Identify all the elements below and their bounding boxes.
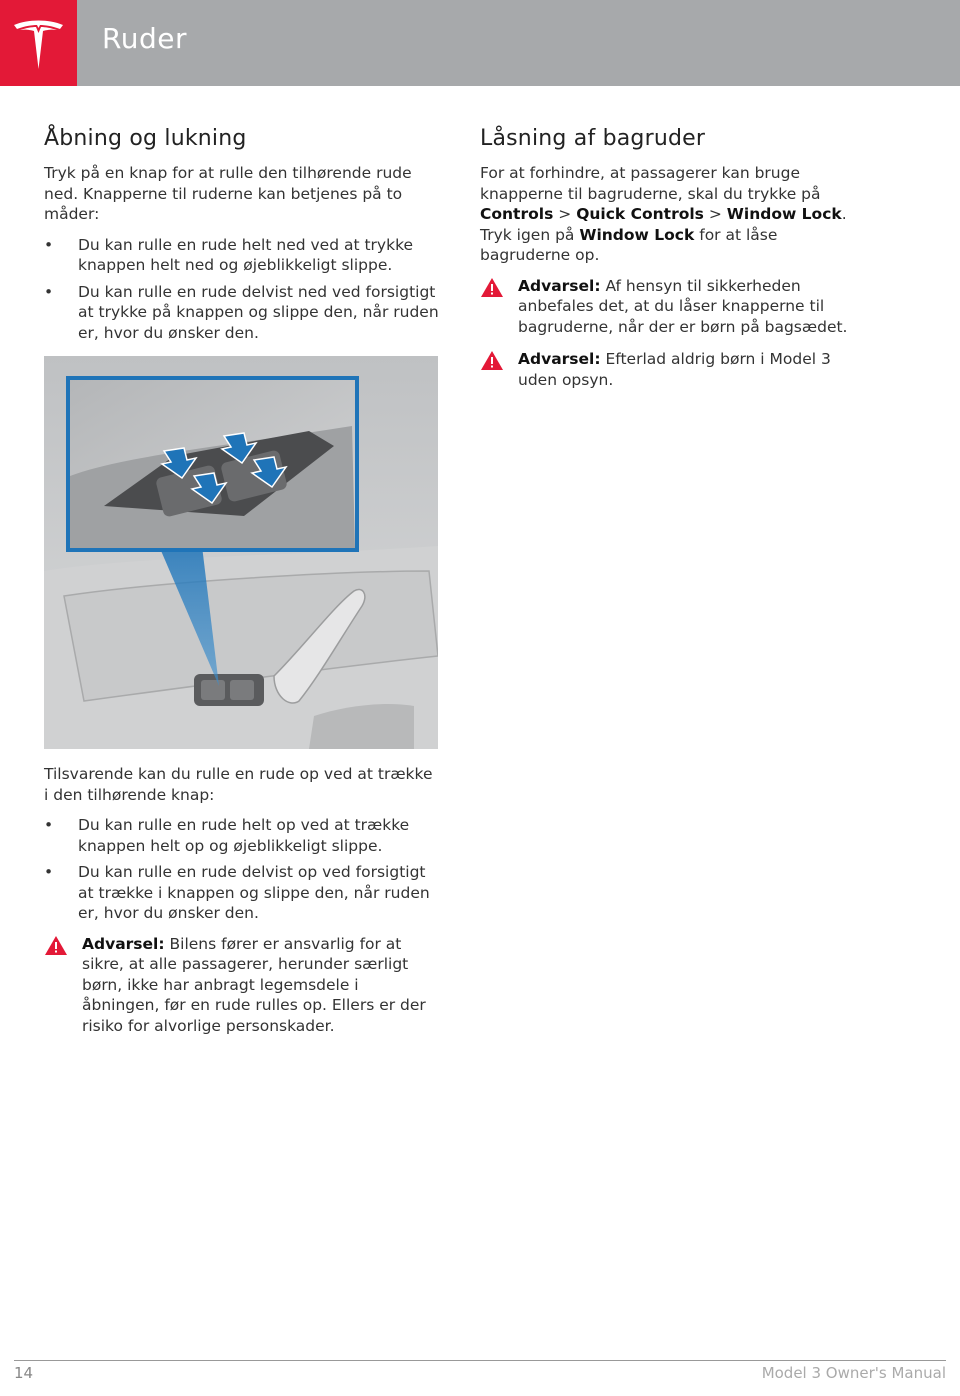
warning-text: Af hensyn til sikkerheden anbefales det, at du låser knapperne til bagruderne, når der er børn på bagsædet. — [518, 276, 848, 336]
page-number: 14 — [14, 1364, 34, 1382]
warning-triangle-icon — [480, 350, 504, 371]
bullet-list-up — [44, 815, 439, 924]
left-column-lower — [44, 764, 439, 1048]
manual-title: Model 3 Owner's Manual — [761, 1364, 946, 1382]
section-heading-lock: Låsning af bagruder — [480, 126, 706, 151]
lock-paragraph: For at forhindre, at passagerer kan bruge knapperne til bagruderne, skal du trykke på Controls > Quick Controls > Window Lock. Tryk igen på Window Lock for at låse bagruderne op. — [480, 164, 847, 264]
warning-triangle-icon — [44, 935, 68, 956]
tesla-logo-icon — [12, 17, 65, 71]
list-item: • Du kan rulle en rude helt op ved at trække knappen helt op og øjeblikkeligt slippe. — [44, 816, 410, 855]
warning-block — [44, 934, 439, 1037]
footer-divider — [14, 1360, 946, 1361]
brand-logo — [0, 0, 77, 86]
path-window-lock: Window Lock — [726, 205, 842, 223]
window-lock-label: Window Lock — [579, 225, 695, 244]
list-item: • Du kan rulle en rude helt ned ved at trykke knappen helt ned og øjeblikkeligt slippe. — [44, 235, 414, 274]
list-item: • Du kan rulle en rude delvist ned ved forsigtigt at trykke på knappen og slippe den, når ruden er, hvor du ønsker den. — [44, 282, 439, 342]
door-switch-illustration — [44, 356, 438, 749]
warning-label: Advarsel: — [518, 350, 601, 368]
right-column — [480, 126, 860, 402]
page-header — [0, 0, 960, 86]
path-quick-controls: Quick Controls — [576, 205, 704, 223]
bullet-icon: • — [44, 282, 54, 301]
bullet-icon: • — [44, 816, 54, 834]
section-heading-opening: Åbning og lukning — [44, 126, 247, 151]
warning-block — [480, 349, 860, 390]
warning-label: Advarsel: — [518, 276, 601, 295]
left-column — [44, 126, 439, 353]
warning-triangle-icon — [480, 277, 504, 298]
closing-paragraph: Tilsvarende kan du rulle en rude op ved at trække i den tilhørende knap: — [44, 765, 433, 804]
path-controls: Controls — [480, 205, 554, 223]
warning-block — [480, 276, 860, 338]
warning-label: Advarsel: — [82, 934, 165, 953]
bullet-icon: • — [44, 863, 54, 881]
warning-text: Bilens fører er ansvarlig for at sikre, at alle passagerer, herunder særligt børn, ikke har anbragt legemsdele i åbningen, før en rude rulles op. Ellers er der risiko for alvorlige personskader. — [82, 934, 426, 1035]
warning-text: Efterlad aldrig børn i Model 3 uden opsyn. — [518, 350, 831, 389]
page-title: Ruder — [102, 22, 187, 55]
bullet-list-down — [44, 235, 439, 344]
bullet-icon: • — [44, 235, 54, 254]
intro-paragraph: Tryk på en knap for at rulle den tilhørende rude ned. Knapperne til ruderne kan betjenes på to måder: — [44, 164, 412, 223]
list-item: • Du kan rulle en rude delvist op ved forsigtigt at trække i knappen og slippe den, når ruden er, hvor du ønsker den. — [44, 863, 430, 922]
